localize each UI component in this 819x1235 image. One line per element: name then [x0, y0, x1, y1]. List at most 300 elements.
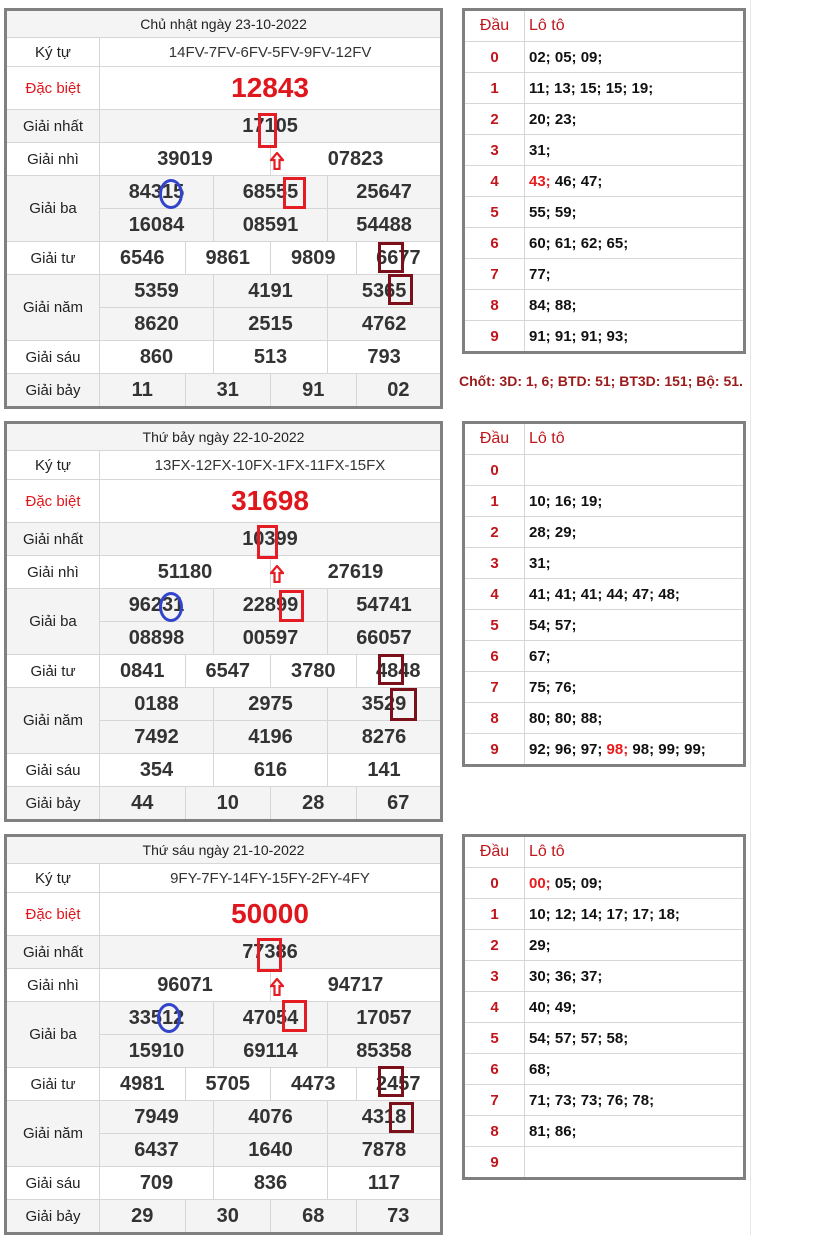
- dac-biet-label: Đặc biệt: [6, 893, 100, 936]
- loto-highlight: 43;: [529, 172, 551, 190]
- loto-values: [525, 868, 745, 899]
- dau-value: 4: [464, 579, 525, 610]
- loto-text: 71; 73; 73; 76; 78;: [529, 1091, 655, 1109]
- loto-row: [464, 104, 745, 135]
- giai-nam-value: 5359: [100, 275, 214, 308]
- giai-nhi-row: [6, 556, 442, 589]
- giai-nhi-value: 27619: [271, 556, 442, 589]
- giai-nhi-label: Giải nhì: [6, 143, 100, 176]
- dau-value: 9: [464, 1147, 525, 1179]
- giai-tu-row: [6, 1068, 442, 1101]
- box-marker: [389, 1102, 414, 1133]
- loto-text: 84; 88;: [529, 296, 577, 314]
- loto-text: 05; 09;: [550, 874, 603, 892]
- loto-row: [464, 868, 745, 899]
- ky-tu-row: [6, 864, 442, 893]
- loto-header-row: [464, 423, 745, 455]
- dau-value: 4: [464, 166, 525, 197]
- loto-text: 75; 76;: [529, 678, 577, 696]
- dau-value: 7: [464, 672, 525, 703]
- loto-text: 77;: [529, 265, 551, 283]
- loto-text: 20; 23;: [529, 110, 577, 128]
- giai-ba-value: 08898: [100, 622, 214, 655]
- loto-row: [464, 930, 745, 961]
- giai-bay-row: [6, 374, 442, 408]
- giai-nam-value: 5365: [328, 275, 442, 308]
- loto-header: Lô tô: [525, 836, 745, 868]
- dau-value: 5: [464, 610, 525, 641]
- box-marker: [258, 113, 277, 148]
- giai-sau-row: [6, 341, 442, 374]
- giai-nhi-label: Giải nhì: [6, 556, 100, 589]
- giai-ba-label: Giải ba: [6, 589, 100, 655]
- loto-row: [464, 42, 745, 73]
- loto-row: [464, 672, 745, 703]
- dac-biet-label: Đặc biệt: [6, 480, 100, 523]
- loto-values: [525, 899, 745, 930]
- loto-text: 28; 29;: [529, 523, 577, 541]
- giai-ba-value: 00597: [214, 622, 328, 655]
- dac-biet-row: [6, 67, 442, 110]
- giai-bay-value: 28: [271, 787, 357, 821]
- loto-values: [525, 992, 745, 1023]
- loto-row: [464, 703, 745, 734]
- giai-sau-value: 793: [328, 341, 442, 374]
- dau-value: 8: [464, 703, 525, 734]
- loto-row: [464, 992, 745, 1023]
- circle-marker: [159, 592, 183, 622]
- giai-nhi-row: [6, 969, 442, 1002]
- page-divider: [750, 0, 751, 1235]
- giai-nhat-value: 17105: [100, 110, 442, 143]
- dau-value: 2: [464, 104, 525, 135]
- loto-row: [464, 73, 745, 104]
- giai-ba-value: 08591: [214, 209, 328, 242]
- loto-row: [464, 1116, 745, 1147]
- loto-text: 98; 99; 99;: [628, 740, 706, 758]
- giai-bay-label: Giải bảy: [6, 787, 100, 821]
- giai-nam-value: 4076: [214, 1101, 328, 1134]
- giai-ba-value: 25647: [328, 176, 442, 209]
- giai-nam-value: 7949: [100, 1101, 214, 1134]
- loto-values: [525, 166, 745, 197]
- ky-tu-value: 14FV-7FV-6FV-5FV-9FV-12FV: [100, 38, 442, 67]
- box-marker: [282, 1000, 307, 1032]
- loto-text: 67;: [529, 647, 551, 665]
- loto-text: 31;: [529, 141, 551, 159]
- dau-header: Đầu: [464, 836, 525, 868]
- giai-tu-value: 0841: [100, 655, 186, 688]
- dac-biet-value: 50000: [100, 893, 442, 936]
- dau-header: Đầu: [464, 10, 525, 42]
- giai-nhi-value: 51180: [100, 556, 271, 589]
- giai-nhi-label: Giải nhì: [6, 969, 100, 1002]
- loto-text: 10; 16; 19;: [529, 492, 603, 510]
- giai-tu-value: 6546: [100, 242, 186, 275]
- dau-value: 9: [464, 734, 525, 766]
- dau-value: 8: [464, 1116, 525, 1147]
- loto-values: [525, 455, 745, 486]
- giai-ba-value: 96231: [100, 589, 214, 622]
- loto-values: [525, 641, 745, 672]
- giai-sau-value: 354: [100, 754, 214, 787]
- loto-text: 31;: [529, 554, 551, 572]
- giai-tu-value: 9809: [271, 242, 357, 275]
- loto-text: 54; 57; 57; 58;: [529, 1029, 629, 1047]
- giai-tu-row: [6, 242, 442, 275]
- loto-values: [525, 42, 745, 73]
- loto-values: [525, 672, 745, 703]
- giai-sau-label: Giải sáu: [6, 1167, 100, 1200]
- dau-value: 6: [464, 228, 525, 259]
- giai-ba-row: [6, 1002, 442, 1035]
- ky-tu-label: Ký tự: [6, 38, 100, 67]
- giai-bay-value: 91: [271, 374, 357, 408]
- dac-biet-value: 31698: [100, 480, 442, 523]
- ky-tu-row: [6, 451, 442, 480]
- dau-value: 2: [464, 930, 525, 961]
- loto-row: [464, 961, 745, 992]
- giai-nam-value: 7878: [328, 1134, 442, 1167]
- loto-header-row: [464, 836, 745, 868]
- loto-text: 11; 13; 15; 15; 19;: [529, 79, 654, 97]
- giai-ba-value: 66057: [328, 622, 442, 655]
- giai-tu-value: 2457: [356, 1068, 442, 1101]
- giai-sau-value: 709: [100, 1167, 214, 1200]
- dau-value: 1: [464, 486, 525, 517]
- results-table: [4, 834, 443, 1235]
- giai-tu-value: 6547: [185, 655, 271, 688]
- giai-tu-label: Giải tư: [6, 655, 100, 688]
- giai-bay-value: 10: [185, 787, 271, 821]
- giai-nhi-value: 07823: [271, 143, 442, 176]
- loto-row: [464, 899, 745, 930]
- giai-nam-value: 4762: [328, 308, 442, 341]
- giai-nhat-row: [6, 936, 442, 969]
- loto-row: [464, 166, 745, 197]
- ky-tu-label: Ký tự: [6, 864, 100, 893]
- loto-highlight: 00;: [529, 874, 551, 892]
- loto-row: [464, 197, 745, 228]
- results-table: [4, 8, 443, 409]
- loto-row: [464, 610, 745, 641]
- draw-date-title: Thứ sáu ngày 21-10-2022: [6, 836, 442, 864]
- giai-nam-value: 1640: [214, 1134, 328, 1167]
- giai-tu-row: [6, 655, 442, 688]
- giai-nam-value: 3529: [328, 688, 442, 721]
- giai-nam-value: 2515: [214, 308, 328, 341]
- loto-text: 55; 59;: [529, 203, 577, 221]
- loto-values: [525, 703, 745, 734]
- loto-row: [464, 321, 745, 353]
- loto-row: [464, 1054, 745, 1085]
- giai-nam-value: 4318: [328, 1101, 442, 1134]
- giai-nam-value: 4196: [214, 721, 328, 754]
- giai-nhat-label: Giải nhất: [6, 523, 100, 556]
- giai-nam-value: 4191: [214, 275, 328, 308]
- giai-ba-value: 47054: [214, 1002, 328, 1035]
- up-arrow-icon: [270, 152, 284, 170]
- giai-tu-value: 3780: [271, 655, 357, 688]
- draw-date-title: Chủ nhật ngày 23-10-2022: [6, 10, 442, 38]
- loto-header-row: [464, 10, 745, 42]
- loto-text: 80; 80; 88;: [529, 709, 603, 727]
- loto-values: [525, 1023, 745, 1054]
- loto-text: 40; 49;: [529, 998, 577, 1016]
- loto-values: [525, 610, 745, 641]
- giai-bay-row: [6, 787, 442, 821]
- dau-header: Đầu: [464, 423, 525, 455]
- giai-sau-value: 513: [214, 341, 328, 374]
- box-marker: [283, 177, 306, 209]
- giai-tu-value: 9861: [185, 242, 271, 275]
- draw-date-row: [6, 10, 442, 38]
- dau-value: 3: [464, 961, 525, 992]
- loto-values: [525, 961, 745, 992]
- giai-sau-label: Giải sáu: [6, 341, 100, 374]
- giai-ba-value: 33512: [100, 1002, 214, 1035]
- giai-nam-row: [6, 1101, 442, 1134]
- giai-sau-value: 616: [214, 754, 328, 787]
- loto-row: [464, 517, 745, 548]
- loto-text: 92; 96; 97;: [529, 740, 607, 758]
- loto-row: [464, 455, 745, 486]
- box-marker: [388, 274, 413, 305]
- giai-nhat-row: [6, 110, 442, 143]
- loto-text: 41; 41; 41; 44; 47; 48;: [529, 585, 680, 603]
- loto-values: [525, 486, 745, 517]
- loto-table: [462, 834, 746, 1180]
- loto-row: [464, 259, 745, 290]
- dac-biet-value: 12843: [100, 67, 442, 110]
- giai-nam-value: 6437: [100, 1134, 214, 1167]
- giai-tu-value: 6677: [356, 242, 442, 275]
- giai-nam-row: [6, 275, 442, 308]
- ky-tu-label: Ký tự: [6, 451, 100, 480]
- loto-text: 02; 05; 09;: [529, 48, 603, 66]
- dau-value: 5: [464, 197, 525, 228]
- giai-nam-value: 0188: [100, 688, 214, 721]
- giai-ba-value: 68555: [214, 176, 328, 209]
- giai-nhi-value: 94717: [271, 969, 442, 1002]
- loto-values: [525, 579, 745, 610]
- giai-ba-label: Giải ba: [6, 1002, 100, 1068]
- results-table: [4, 421, 443, 822]
- chot-prediction: Chốt: 3D: 1, 6; BTD: 51; BT3D: 151; Bộ: 51.: [459, 373, 743, 389]
- loto-header: Lô tô: [525, 10, 745, 42]
- box-marker: [257, 525, 278, 559]
- giai-ba-value: 22899: [214, 589, 328, 622]
- giai-ba-row: [6, 176, 442, 209]
- giai-tu-value: 4848: [356, 655, 442, 688]
- giai-sau-value: 860: [100, 341, 214, 374]
- giai-nhi-value: 96071: [100, 969, 271, 1002]
- dau-value: 4: [464, 992, 525, 1023]
- giai-tu-value: 4473: [271, 1068, 357, 1101]
- loto-row: [464, 734, 745, 766]
- dau-value: 9: [464, 321, 525, 353]
- giai-bay-value: 68: [271, 1200, 357, 1234]
- loto-text: 68;: [529, 1060, 551, 1078]
- giai-bay-value: 02: [356, 374, 442, 408]
- dau-value: 5: [464, 1023, 525, 1054]
- dau-value: 6: [464, 641, 525, 672]
- draw-date-title: Thứ bảy ngày 22-10-2022: [6, 423, 442, 451]
- ky-tu-value: 13FX-12FX-10FX-1FX-11FX-15FX: [100, 451, 442, 480]
- giai-nhat-row: [6, 523, 442, 556]
- box-marker: [378, 242, 404, 273]
- box-marker: [378, 1066, 404, 1097]
- loto-row: [464, 486, 745, 517]
- giai-ba-value: 15910: [100, 1035, 214, 1068]
- dau-value: 0: [464, 42, 525, 73]
- loto-values: [525, 321, 745, 353]
- box-marker: [390, 688, 417, 721]
- giai-nam-label: Giải năm: [6, 275, 100, 341]
- loto-values: [525, 930, 745, 961]
- loto-values: [525, 1116, 745, 1147]
- giai-bay-value: 11: [100, 374, 186, 408]
- giai-ba-value: 85358: [328, 1035, 442, 1068]
- draw-date-row: [6, 836, 442, 864]
- giai-sau-row: [6, 1167, 442, 1200]
- dau-value: 0: [464, 455, 525, 486]
- loto-text: 91; 91; 91; 93;: [529, 327, 629, 345]
- giai-sau-value: 117: [328, 1167, 442, 1200]
- giai-tu-label: Giải tư: [6, 1068, 100, 1101]
- giai-bay-label: Giải bảy: [6, 374, 100, 408]
- giai-tu-value: 4981: [100, 1068, 186, 1101]
- giai-ba-value: 17057: [328, 1002, 442, 1035]
- loto-values: [525, 1147, 745, 1179]
- giai-tu-value: 5705: [185, 1068, 271, 1101]
- giai-nam-value: 8620: [100, 308, 214, 341]
- loto-values: [525, 135, 745, 166]
- giai-sau-label: Giải sáu: [6, 754, 100, 787]
- dau-value: 7: [464, 259, 525, 290]
- giai-ba-value: 54741: [328, 589, 442, 622]
- loto-text: 30; 36; 37;: [529, 967, 603, 985]
- dac-biet-row: [6, 893, 442, 936]
- loto-values: [525, 290, 745, 321]
- giai-nhat-label: Giải nhất: [6, 110, 100, 143]
- loto-values: [525, 548, 745, 579]
- dac-biet-label: Đặc biệt: [6, 67, 100, 110]
- loto-row: [464, 1147, 745, 1179]
- loto-text: 29;: [529, 936, 551, 954]
- loto-values: [525, 228, 745, 259]
- loto-values: [525, 73, 745, 104]
- giai-sau-row: [6, 754, 442, 787]
- circle-marker: [159, 179, 183, 209]
- up-arrow-icon: [270, 978, 284, 996]
- giai-nam-value: 2975: [214, 688, 328, 721]
- box-marker: [378, 654, 404, 685]
- draw-date-row: [6, 423, 442, 451]
- dau-value: 7: [464, 1085, 525, 1116]
- dau-value: 3: [464, 135, 525, 166]
- dau-value: 1: [464, 73, 525, 104]
- giai-ba-value: 54488: [328, 209, 442, 242]
- giai-ba-label: Giải ba: [6, 176, 100, 242]
- loto-text: 46; 47;: [550, 172, 603, 190]
- loto-header: Lô tô: [525, 423, 745, 455]
- loto-row: [464, 1085, 745, 1116]
- loto-text: 54; 57;: [529, 616, 577, 634]
- giai-nam-label: Giải năm: [6, 1101, 100, 1167]
- dau-value: 6: [464, 1054, 525, 1085]
- loto-row: [464, 228, 745, 259]
- loto-text: 10; 12; 14; 17; 17; 18;: [529, 905, 680, 923]
- dau-value: 1: [464, 899, 525, 930]
- loto-row: [464, 290, 745, 321]
- giai-bay-value: 73: [356, 1200, 442, 1234]
- giai-bay-value: 29: [100, 1200, 186, 1234]
- loto-text: 81; 86;: [529, 1122, 577, 1140]
- up-arrow-icon: [270, 565, 284, 583]
- ky-tu-value: 9FY-7FY-14FY-15FY-2FY-4FY: [100, 864, 442, 893]
- loto-values: [525, 734, 745, 766]
- loto-row: [464, 548, 745, 579]
- loto-text: 60; 61; 62; 65;: [529, 234, 629, 252]
- giai-nam-label: Giải năm: [6, 688, 100, 754]
- giai-ba-row: [6, 589, 442, 622]
- loto-values: [525, 259, 745, 290]
- loto-values: [525, 1054, 745, 1085]
- giai-bay-value: 30: [185, 1200, 271, 1234]
- dau-value: 0: [464, 868, 525, 899]
- dau-value: 3: [464, 548, 525, 579]
- dau-value: 8: [464, 290, 525, 321]
- giai-nhat-label: Giải nhất: [6, 936, 100, 969]
- giai-nhi-row: [6, 143, 442, 176]
- giai-ba-value: 84315: [100, 176, 214, 209]
- loto-row: [464, 641, 745, 672]
- giai-nam-row: [6, 688, 442, 721]
- giai-bay-row: [6, 1200, 442, 1234]
- box-marker: [279, 590, 304, 622]
- loto-row: [464, 135, 745, 166]
- giai-nam-value: 7492: [100, 721, 214, 754]
- loto-table: [462, 421, 746, 767]
- giai-bay-value: 44: [100, 787, 186, 821]
- giai-nam-value: 8276: [328, 721, 442, 754]
- giai-sau-value: 141: [328, 754, 442, 787]
- giai-nhat-value: 77386: [100, 936, 442, 969]
- loto-values: [525, 104, 745, 135]
- giai-bay-value: 67: [356, 787, 442, 821]
- giai-nhat-value: 10399: [100, 523, 442, 556]
- loto-row: [464, 1023, 745, 1054]
- loto-highlight: 98;: [606, 740, 629, 758]
- giai-bay-label: Giải bảy: [6, 1200, 100, 1234]
- circle-marker: [157, 1003, 181, 1033]
- giai-tu-label: Giải tư: [6, 242, 100, 275]
- giai-ba-value: 69114: [214, 1035, 328, 1068]
- giai-nhi-value: 39019: [100, 143, 271, 176]
- loto-table: [462, 8, 746, 354]
- loto-values: [525, 1085, 745, 1116]
- giai-sau-value: 836: [214, 1167, 328, 1200]
- dac-biet-row: [6, 480, 442, 523]
- giai-bay-value: 31: [185, 374, 271, 408]
- loto-values: [525, 197, 745, 228]
- loto-row: [464, 579, 745, 610]
- giai-ba-value: 16084: [100, 209, 214, 242]
- loto-values: [525, 517, 745, 548]
- ky-tu-row: [6, 38, 442, 67]
- dau-value: 2: [464, 517, 525, 548]
